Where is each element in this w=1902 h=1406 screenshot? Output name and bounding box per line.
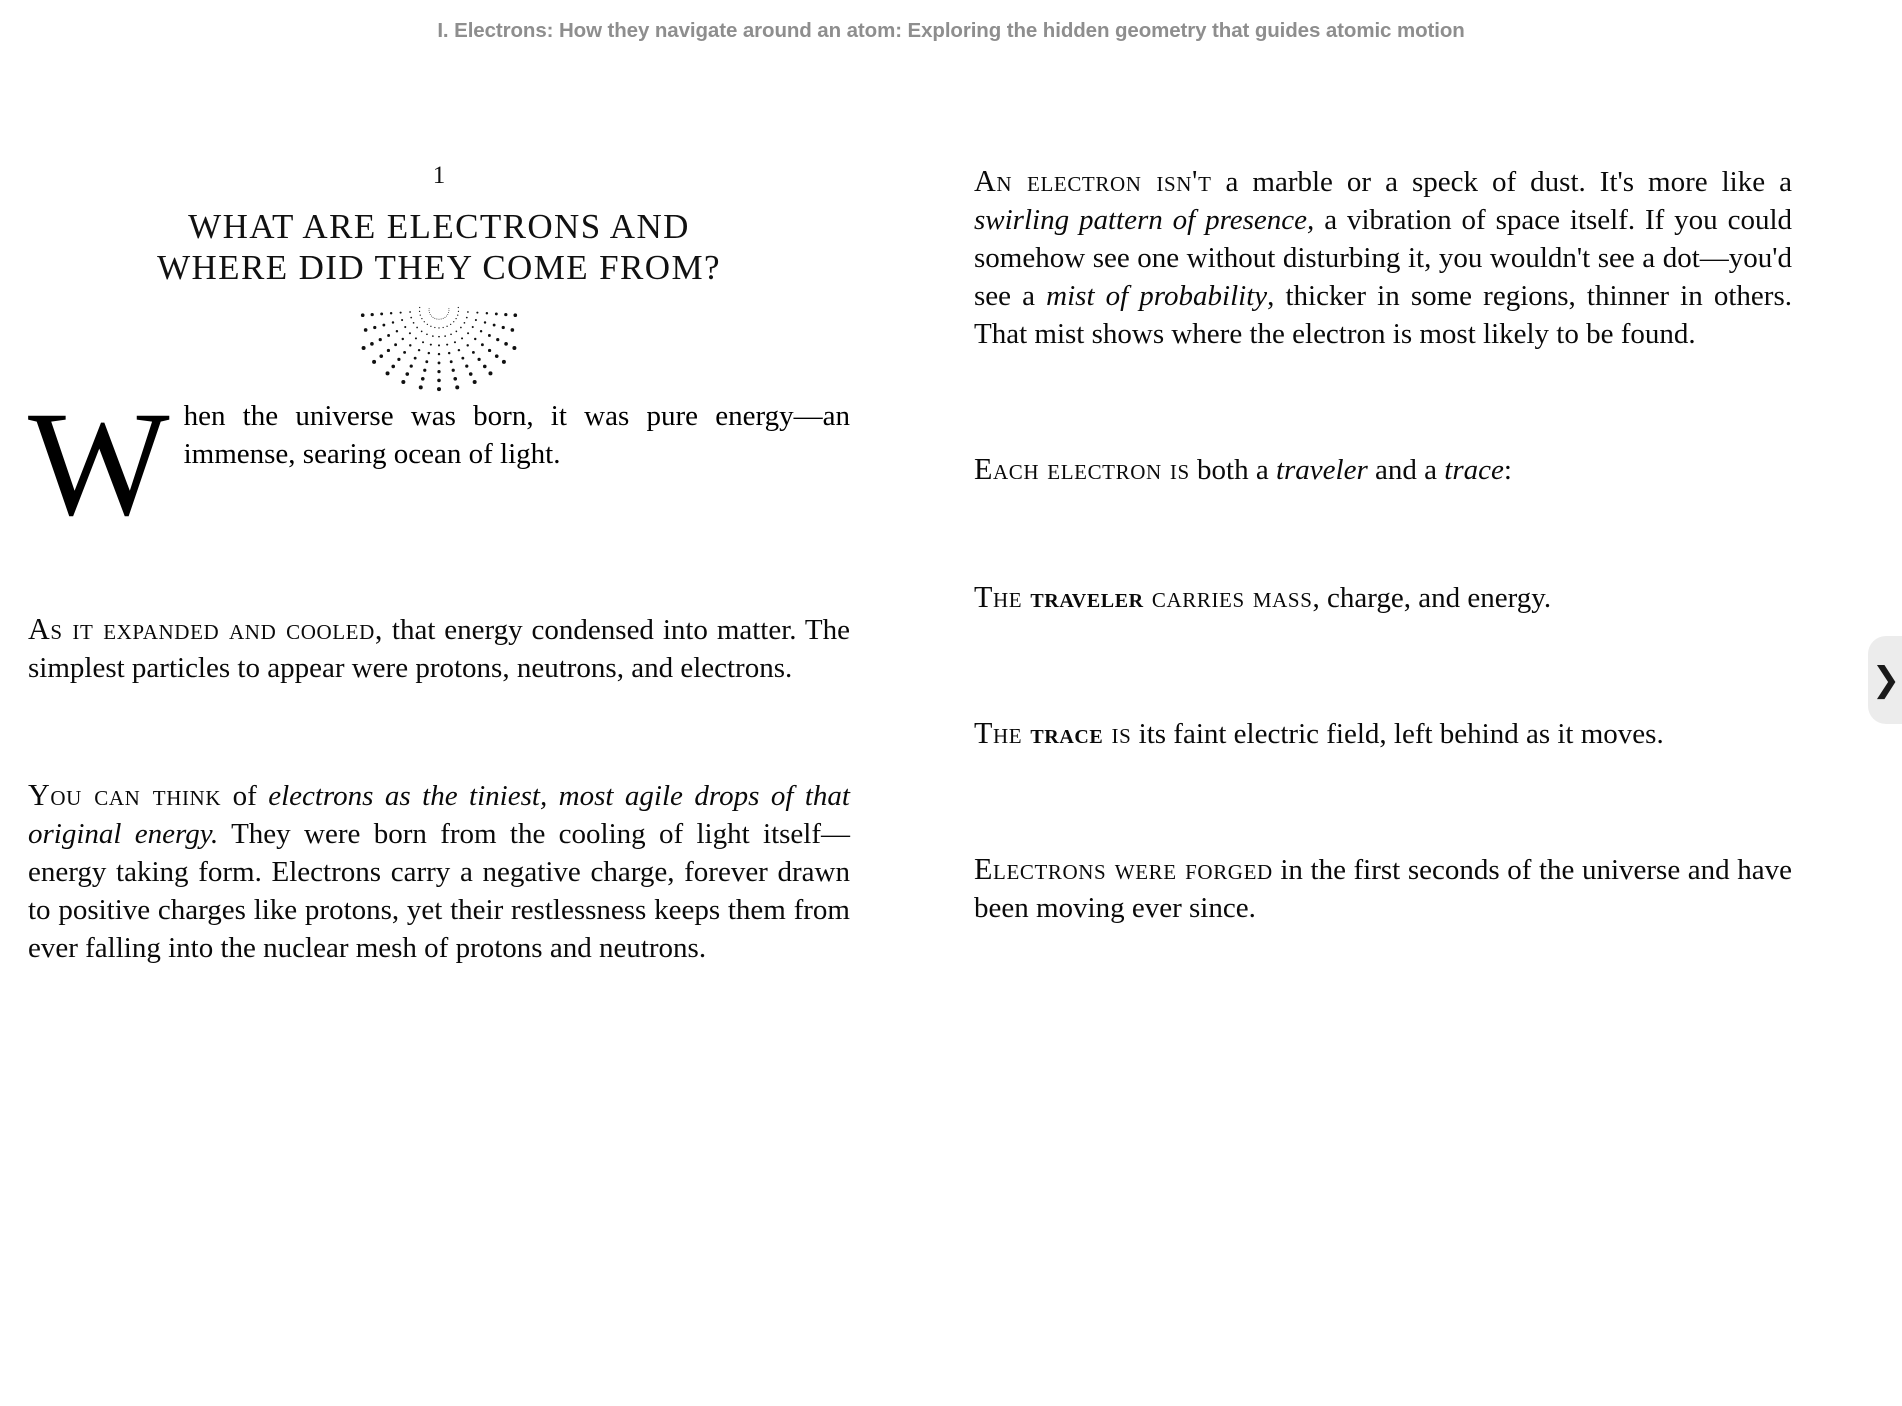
small-caps-lead-in: carries mass bbox=[1143, 579, 1313, 614]
paragraph-plain-segment: a vibration of space itself. If you could somehow see one without disturbing it, you wouldn't see a dot—you'd see a bbox=[974, 203, 1793, 312]
running-header-title: I. Electrons: How they navigate around an atom: Exploring the hidden geometry that guides atomic motion bbox=[437, 19, 1465, 42]
small-caps-lead-in: As it expanded and cooled, bbox=[28, 612, 384, 647]
paragraph-traveler-and-trace bbox=[974, 450, 1792, 490]
paragraph-electron-not-marble bbox=[974, 162, 1792, 354]
paragraph-electrons-forged bbox=[974, 850, 1792, 928]
running-header bbox=[0, 0, 1902, 62]
chapter-opener bbox=[99, 162, 779, 398]
paragraph-original-energy bbox=[28, 776, 850, 968]
paragraph-plain-segment: : bbox=[1503, 453, 1512, 486]
drop-cap-letter: W bbox=[28, 381, 170, 548]
paragraph-body-text: They were born from the cooling of light itself—energy taking form. Electrons carry a negative charge, forever drawn to positive charges like protons, yet their restlessness keeps them from ever falling into the nuclear mesh of protons and neutrons. bbox=[28, 818, 850, 964]
paragraph-body-text: that energy condensed into matter. The simplest particles to appear were protons, neutrons, and electrons. bbox=[28, 614, 850, 685]
small-caps-lead-in: The bbox=[974, 579, 1031, 614]
small-caps-lead-in: The bbox=[974, 715, 1031, 750]
paragraph-opening bbox=[28, 381, 850, 548]
paragraph-italic-segment: electrons as the tiniest, most agile drops of that original energy. bbox=[28, 780, 850, 851]
paragraph-body-text: , thicker in some regions, thinner in others. That mist shows where the electron is most likely to be found. bbox=[974, 279, 1792, 350]
paragraph-plain-segment: both a bbox=[1189, 453, 1276, 486]
chevron-right-icon: ❯ bbox=[1871, 660, 1901, 700]
paragraph-italic-segment: traveler bbox=[1275, 453, 1368, 486]
left-page-column bbox=[0, 62, 880, 1406]
paragraph-expanded-cooled bbox=[28, 610, 850, 688]
right-page-column bbox=[880, 62, 1902, 1406]
chapter-title-line-1: WHAT ARE ELECTRONS AND bbox=[188, 206, 690, 246]
chapter-number: 1 bbox=[432, 162, 446, 189]
next-page-button[interactable] bbox=[1868, 636, 1902, 724]
paragraph-italic-segment: mist of probability bbox=[1046, 279, 1268, 312]
small-caps-bold-term: traveler bbox=[1030, 581, 1144, 614]
small-caps-lead-in: An electron isn't bbox=[974, 164, 1212, 198]
paragraph-body-text: , charge, and energy. bbox=[1312, 581, 1552, 614]
paragraph-opening-text: hen the universe was born, it was pure energy—an immense, searing ocean of light. bbox=[183, 400, 850, 471]
page-spread bbox=[0, 62, 1902, 1406]
paragraph-italic-segment: swirling pattern of presence, bbox=[974, 203, 1315, 236]
page-title bbox=[99, 206, 779, 289]
small-caps-lead-in: You can think bbox=[28, 778, 222, 813]
paragraph-body-text: in the first seconds of the universe and have been moving ever since. bbox=[974, 853, 1792, 924]
chapter-title-line-2: WHERE DID THEY COME FROM? bbox=[157, 247, 721, 287]
small-caps-lead-in: is bbox=[1103, 715, 1132, 750]
paragraph-plain-segment: a marble or a speck of dust. It's more like a bbox=[1211, 166, 1792, 198]
small-caps-lead-in: Each electron is bbox=[974, 451, 1190, 486]
small-caps-bold-term: trace bbox=[1030, 717, 1104, 750]
paragraph-trace-is-field bbox=[974, 714, 1792, 754]
paragraph-plain-segment: of bbox=[221, 780, 269, 813]
paragraph-plain-segment: and a bbox=[1367, 453, 1445, 486]
paragraph-italic-segment: trace bbox=[1444, 453, 1504, 486]
radial-dot-fan-ornament bbox=[359, 306, 519, 398]
paragraph-body-text: its faint electric field, left behind as it moves. bbox=[1131, 717, 1664, 750]
paragraph-traveler-carries bbox=[974, 578, 1792, 618]
small-caps-lead-in: Electrons were forged bbox=[974, 851, 1273, 886]
